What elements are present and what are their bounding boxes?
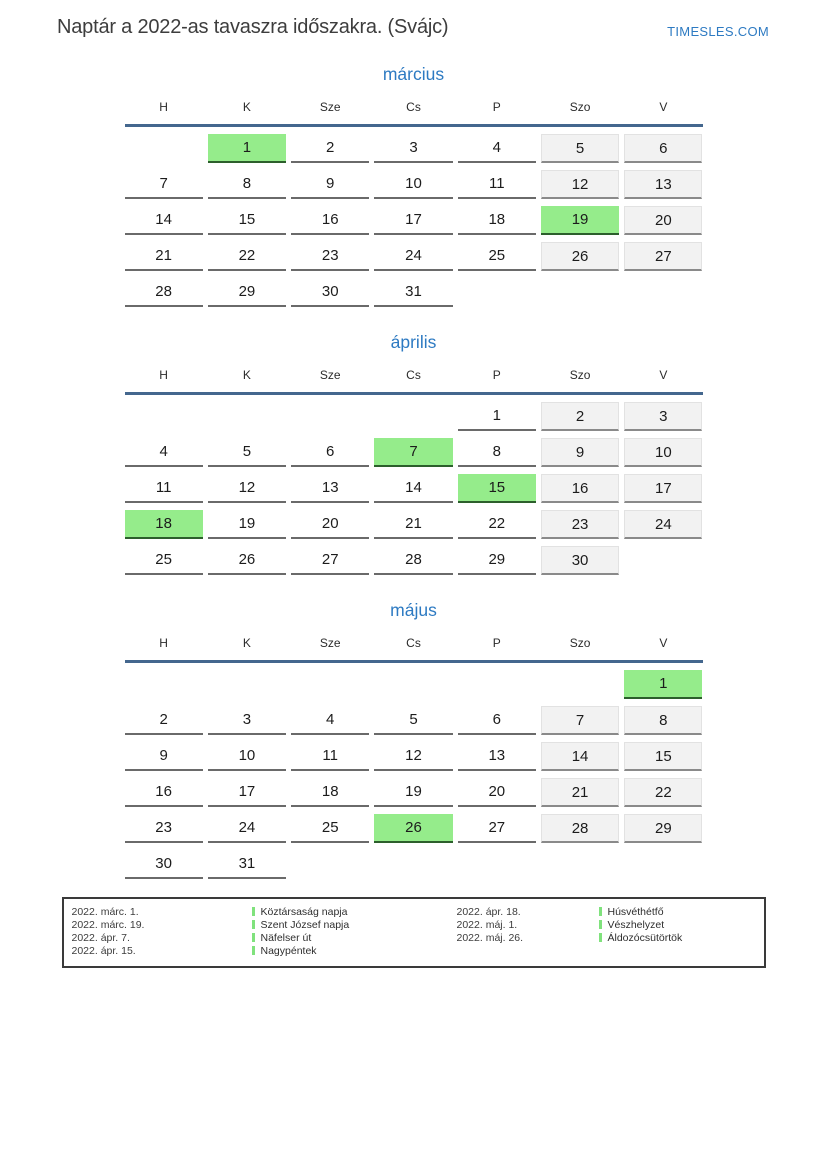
day-cell: 5 (541, 134, 619, 163)
empty-cell (374, 670, 452, 699)
day-cell: 15 (624, 742, 702, 771)
empty-cell (208, 402, 286, 431)
weekday-header: K (242, 368, 251, 382)
day-cell: 20 (458, 778, 536, 807)
day-cell-holiday: 1 (624, 670, 702, 699)
day-cell: 6 (458, 706, 536, 735)
day-cell: 20 (624, 206, 702, 235)
day-cell: 29 (208, 278, 286, 307)
holiday-marker-bar (599, 920, 602, 929)
month-title: március (382, 64, 445, 84)
day-cell: 27 (291, 546, 369, 575)
day-cell-holiday: 18 (125, 510, 203, 539)
day-cell: 11 (291, 742, 369, 771)
weekday-header: H (159, 368, 168, 382)
day-cell: 2 (291, 134, 369, 163)
day-cell: 31 (374, 278, 452, 307)
weekday-header: Szo (569, 636, 591, 650)
day-cell: 23 (291, 242, 369, 271)
day-cell: 8 (208, 170, 286, 199)
day-cell: 1 (458, 402, 536, 431)
weekday-header: K (242, 636, 251, 650)
legend-date: 2022. márc. 1. (71, 906, 139, 918)
empty-cell (624, 546, 702, 575)
legend-holiday-name: Húsvéthétfő (599, 906, 756, 919)
day-cell: 11 (458, 170, 536, 199)
brand-link[interactable]: TIMESLES.COM (667, 24, 769, 39)
day-cell: 29 (458, 546, 536, 575)
day-cell: 13 (624, 170, 702, 199)
holiday-marker-bar (252, 920, 255, 929)
weekday-header-row (125, 636, 703, 652)
weekday-header-row (125, 368, 703, 384)
weekday-header: H (159, 636, 168, 650)
month-calendar (125, 600, 703, 879)
holiday-marker-bar (252, 946, 255, 955)
day-cell: 26 (541, 242, 619, 271)
weekday-header: Sze (319, 368, 341, 382)
day-cell: 21 (541, 778, 619, 807)
month-grid (125, 670, 703, 879)
day-cell: 3 (374, 134, 452, 163)
empty-cell (125, 134, 203, 163)
day-cell: 21 (374, 510, 452, 539)
day-cell: 6 (624, 134, 702, 163)
day-cell: 4 (291, 706, 369, 735)
legend-date: 2022. máj. 26. (456, 932, 524, 944)
day-cell: 17 (374, 206, 452, 235)
day-cell: 4 (458, 134, 536, 163)
day-cell: 27 (458, 814, 536, 843)
empty-cell (291, 402, 369, 431)
legend-holiday-name: Nagypéntek (252, 945, 457, 958)
day-cell: 22 (624, 778, 702, 807)
weekday-header: H (159, 100, 168, 114)
weekday-header: P (492, 368, 501, 382)
legend-column (72, 906, 457, 958)
day-cell: 7 (125, 170, 203, 199)
day-cell: 5 (374, 706, 452, 735)
day-cell: 24 (208, 814, 286, 843)
weekday-header: K (242, 100, 251, 114)
day-cell: 2 (125, 706, 203, 735)
day-cell-holiday: 7 (374, 438, 452, 467)
day-cell: 30 (125, 850, 203, 879)
weekday-header: V (659, 368, 668, 382)
empty-cell (541, 670, 619, 699)
weekday-header: V (659, 636, 668, 650)
day-cell: 2 (541, 402, 619, 431)
legend-column (457, 906, 756, 945)
legend-holiday-name: Köztársaság napja (252, 906, 457, 919)
day-cell: 20 (291, 510, 369, 539)
day-cell: 29 (624, 814, 702, 843)
empty-cell (541, 278, 619, 307)
day-cell: 25 (291, 814, 369, 843)
legend-date: 2022. ápr. 18. (456, 906, 521, 918)
day-cell: 23 (541, 510, 619, 539)
day-cell: 30 (541, 546, 619, 575)
empty-cell (624, 278, 702, 307)
empty-cell (291, 850, 369, 879)
weekday-divider-line (125, 660, 703, 663)
day-cell: 9 (125, 742, 203, 771)
page-header (0, 0, 827, 39)
day-cell: 14 (541, 742, 619, 771)
day-cell: 22 (208, 242, 286, 271)
day-cell: 8 (624, 706, 702, 735)
day-cell: 17 (208, 778, 286, 807)
day-cell: 16 (125, 778, 203, 807)
day-cell: 12 (374, 742, 452, 771)
day-cell: 16 (541, 474, 619, 503)
day-cell: 31 (208, 850, 286, 879)
legend-holiday-name: Vészhelyzet (599, 919, 756, 932)
day-cell: 28 (541, 814, 619, 843)
day-cell: 13 (291, 474, 369, 503)
empty-cell (541, 850, 619, 879)
weekday-divider-line (125, 392, 703, 395)
weekday-header: Sze (319, 100, 341, 114)
day-cell: 22 (458, 510, 536, 539)
day-cell: 28 (374, 546, 452, 575)
legend-date: 2022. ápr. 15. (71, 945, 136, 957)
legend-holiday-name: Áldozócsütörtök (599, 932, 756, 945)
empty-cell (458, 278, 536, 307)
day-cell: 4 (125, 438, 203, 467)
weekday-divider-line (125, 124, 703, 127)
calendar-months (125, 64, 703, 879)
empty-cell (125, 670, 203, 699)
day-cell: 9 (541, 438, 619, 467)
weekday-header: P (492, 100, 501, 114)
holiday-marker-bar (252, 907, 255, 916)
day-cell: 26 (208, 546, 286, 575)
empty-cell (374, 402, 452, 431)
day-cell: 18 (458, 206, 536, 235)
day-cell: 7 (541, 706, 619, 735)
weekday-header-row (125, 100, 703, 116)
weekday-header: Cs (406, 100, 421, 114)
holiday-marker-bar (599, 933, 602, 942)
day-cell: 18 (291, 778, 369, 807)
empty-cell (125, 402, 203, 431)
day-cell: 10 (624, 438, 702, 467)
day-cell: 12 (541, 170, 619, 199)
holiday-marker-bar (599, 907, 602, 916)
holiday-marker-bar (252, 933, 255, 942)
weekday-header: Szo (569, 368, 591, 382)
day-cell: 23 (125, 814, 203, 843)
day-cell: 3 (208, 706, 286, 735)
day-cell: 13 (458, 742, 536, 771)
day-cell-holiday: 26 (374, 814, 452, 843)
day-cell-holiday: 15 (458, 474, 536, 503)
empty-cell (374, 850, 452, 879)
day-cell: 27 (624, 242, 702, 271)
day-cell-holiday: 19 (541, 206, 619, 235)
page-title: Naptár a 2022-as tavaszra időszakra. (Svájc) (57, 16, 449, 38)
day-cell: 24 (624, 510, 702, 539)
month-grid (125, 402, 703, 575)
day-cell: 16 (291, 206, 369, 235)
day-cell: 24 (374, 242, 452, 271)
weekday-header: Szo (569, 100, 591, 114)
legend-date: 2022. máj. 1. (456, 919, 518, 931)
day-cell: 3 (624, 402, 702, 431)
day-cell: 5 (208, 438, 286, 467)
day-cell: 30 (291, 278, 369, 307)
day-cell: 19 (374, 778, 452, 807)
day-cell: 11 (125, 474, 203, 503)
day-cell: 21 (125, 242, 203, 271)
empty-cell (624, 850, 702, 879)
day-cell: 9 (291, 170, 369, 199)
day-cell: 8 (458, 438, 536, 467)
weekday-header: Cs (406, 636, 421, 650)
legend-date: 2022. márc. 19. (71, 919, 145, 931)
month-calendar (125, 64, 703, 307)
empty-cell (291, 670, 369, 699)
legend-date: 2022. ápr. 7. (71, 932, 130, 944)
day-cell: 15 (208, 206, 286, 235)
day-cell: 19 (208, 510, 286, 539)
weekday-header: Cs (406, 368, 421, 382)
day-cell: 12 (208, 474, 286, 503)
empty-cell (458, 670, 536, 699)
month-title: május (390, 600, 437, 620)
day-cell: 25 (458, 242, 536, 271)
month-calendar (125, 332, 703, 575)
weekday-header: P (492, 636, 501, 650)
month-title: április (390, 332, 437, 352)
legend-holiday-name: Näfelser út (252, 932, 457, 945)
holiday-legend (62, 897, 766, 968)
day-cell: 6 (291, 438, 369, 467)
day-cell: 10 (208, 742, 286, 771)
day-cell: 17 (624, 474, 702, 503)
day-cell: 28 (125, 278, 203, 307)
day-cell: 25 (125, 546, 203, 575)
day-cell: 14 (374, 474, 452, 503)
weekday-header: Sze (319, 636, 341, 650)
day-cell: 10 (374, 170, 452, 199)
empty-cell (208, 670, 286, 699)
legend-holiday-name: Szent József napja (252, 919, 457, 932)
month-grid (125, 134, 703, 307)
weekday-header: V (659, 100, 668, 114)
empty-cell (458, 850, 536, 879)
day-cell: 14 (125, 206, 203, 235)
day-cell-holiday: 1 (208, 134, 286, 163)
